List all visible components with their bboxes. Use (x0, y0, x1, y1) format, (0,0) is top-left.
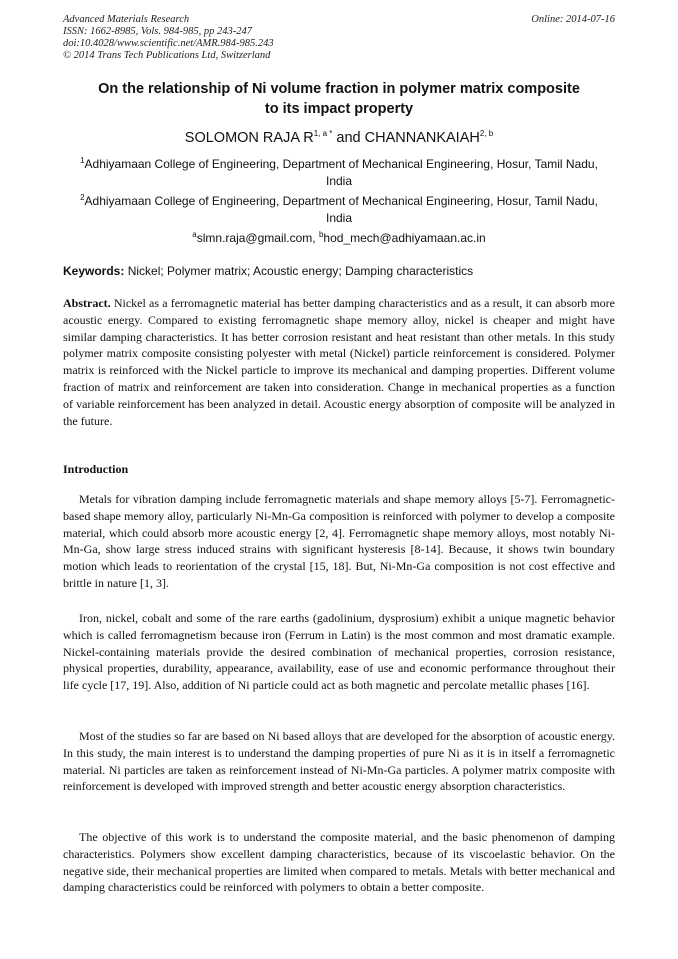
title-line-1: On the relationship of Ni volume fraction in polymer matrix composite (98, 81, 580, 97)
keywords-text: Nickel; Polymer matrix; Acoustic energy; Damping characteristics (124, 264, 474, 278)
intro-paragraph-1: Metals for vibration damping include ferromagnetic materials and shape memory alloys [5-7]. Ferromagnetic-based shape memory alloy, particularly Ni-Mn-Ga composition is reinforced with polymer to develop a composite material, which could absorb more acoustic energy [2, 4]. Ferromagnetic shape memory alloys, most notably Ni-Mn-Ga, show large stress induced strains with significant hysteresis [8-14]. Because, it shows twin boundary motion which leads to reorientation of the crystal [15, 18]. But, Ni-Mn-Ga composition is not cost effective and brittle in nature [1, 3]. (63, 492, 615, 590)
copyright-line: © 2014 Trans Tech Publications Ltd, Switzerland (63, 50, 271, 61)
abstract (63, 295, 615, 429)
email-a: slmn.raja@gmail.com, (196, 231, 319, 245)
keywords-label: Keywords: (63, 264, 125, 278)
author-1-sup: 1, a * (313, 129, 333, 139)
intro-paragraph-3: Most of the studies so far are based on Ni based alloys that are developed for the absorption of acoustic energy. In this study, the main interest is to understand the damping properties of pure Ni as it is in itself a ferromagnetic material. Ni particles are taken as reinforcement instead of Ni-Mn-Ga particles. A polymer matrix composite with reinforcement is developed with improved strength and better acoustic energy absorption characteristics. (63, 729, 615, 794)
abstract-text: Nickel as a ferromagnetic material has better damping characteristics and as a result, it can absorb more acoustic energy. Compared to existing ferromagnetic shape memory alloy, nickel is cheaper and might have similar damping characteristics. It has better corrosion resistant and heat resistant than other metals. In this study polymer matrix composite consisting polyester with metal (Nickel) particle reinforcement is considered. Polymer matrix is reinforced with the Nickel particle to improve its mechanical and damping properties. Different volume fraction of matrix and reinforcement are taken into consideration. Change in mechanical properties as a function of variable reinforcement has been analyzed in detail. Acoustic energy absorption of composite will be analyzed in the future. (63, 296, 615, 428)
affiliation-1-line-2: India (325, 173, 353, 188)
email-b: hod_mech@adhiyamaan.ac.in (323, 231, 486, 245)
author-1-name: SOLOMON RAJA R (184, 130, 314, 146)
affiliation-1-line-1: Adhiyamaan College of Engineering, Department of Mechanical Engineering, Hosur, Tamil Nadu, (84, 157, 598, 171)
title-line-2: to its impact property (264, 101, 414, 117)
author-2-sup: 2, b (479, 129, 494, 139)
affiliation-2-sup: 2 (80, 193, 85, 202)
author-emails (63, 230, 615, 247)
intro-paragraph-2: Iron, nickel, cobalt and some of the rare earths (gadolinium, dysprosium) exhibit a unique magnetic behavior which is called ferromagnetism because iron (Ferrum in Latin) is the most common and most dramatic example. Nickel-containing materials provide the desired combination of mechanical properties, corrosion resistance, physical properties, durability, appearance, availability, ease of use and economic performance throughout their life cycle [17, 19]. Also, addition of Ni particle could act as both magnetic and percolate metallic phases [16]. (63, 611, 615, 693)
introduction-heading: Introduction (63, 462, 129, 476)
email-b-sup: b (318, 230, 324, 239)
author-connector: and (332, 130, 365, 146)
intro-paragraph-4: The objective of this work is to understand the composite material, and the basic phenomenon of damping characteristics. Polymers show excellent damping characteristics, because of its viscoelastic behavior. On the negative side, their mechanical properties are limited when compared to metals. Metals with better mechanical and damping characteristics could be reinforced with polymers to obtain a better composite. (63, 830, 615, 895)
doi-line: doi:10.4028/www.scientific.net/AMR.984-985.243 (63, 38, 274, 49)
abstract-label: Abstract. (63, 296, 111, 310)
journal-name: Advanced Materials Research (63, 14, 190, 25)
paper-title (63, 79, 615, 119)
author-list (63, 128, 615, 148)
issn-line: ISSN: 1662-8985, Vols. 984-985, pp 243-247 (63, 26, 252, 37)
journal-header (63, 14, 274, 62)
affiliation-1 (63, 156, 615, 189)
author-2-name: CHANNANKAIAH (364, 130, 480, 146)
affiliation-2-line-1: Adhiyamaan College of Engineering, Department of Mechanical Engineering, Hosur, Tamil Nadu, (84, 194, 598, 208)
affiliation-1-sup: 1 (80, 156, 85, 165)
email-a-sup: a (192, 230, 197, 239)
affiliation-2 (63, 193, 615, 226)
affiliation-2-line-2: India (325, 210, 353, 225)
online-date: Online: 2014-07-16 (531, 14, 615, 25)
keywords (63, 263, 615, 279)
